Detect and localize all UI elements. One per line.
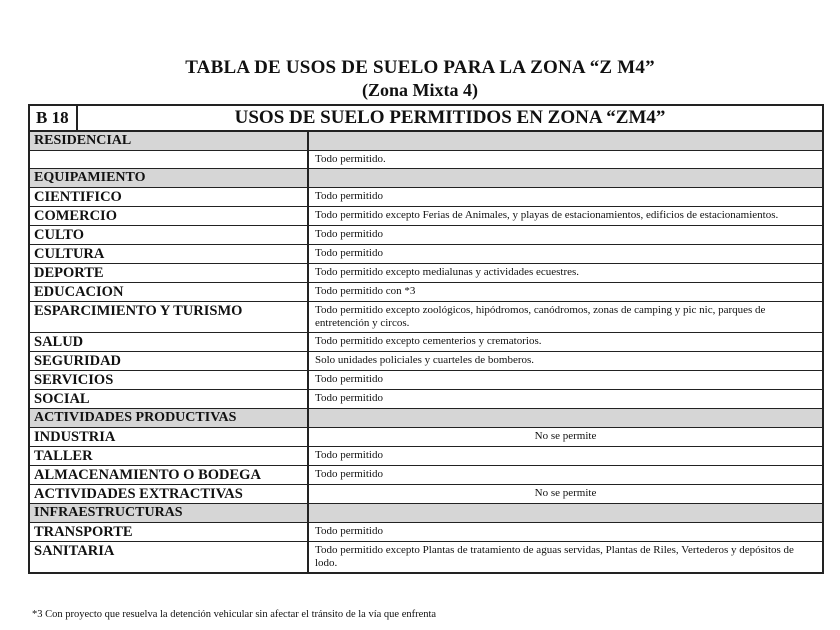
table-row — [30, 466, 822, 485]
table-row — [30, 523, 822, 542]
footnote: *3 Con proyecto que resuelva la detención vehicular sin afectar el tránsito de la vía que enfrenta — [32, 609, 437, 620]
table-code: B 18 — [30, 106, 78, 130]
use-permission: Todo permitido excepto Ferias de Animales, y playas de estacionamientos, edificios de estacionamientos. — [315, 209, 779, 221]
use-label: CULTURA — [30, 245, 309, 263]
use-label — [30, 151, 309, 168]
use-label: INDUSTRIA — [30, 428, 309, 446]
category-label: INFRAESTRUCTURAS — [30, 504, 309, 522]
table-header — [30, 106, 822, 132]
use-permission — [309, 504, 822, 522]
table-row — [30, 447, 822, 466]
use-label: COMERCIO — [30, 207, 309, 225]
use-label: DEPORTE — [30, 264, 309, 282]
use-label: ALMACENAMIENTO O BODEGA — [30, 466, 309, 484]
use-permission: Todo permitido — [315, 247, 383, 259]
land-use-table — [28, 104, 824, 574]
table-row — [30, 542, 822, 572]
use-permission — [309, 169, 822, 187]
table-row — [30, 390, 822, 409]
document-title: TABLA DE USOS DE SUELO PARA LA ZONA “Z M4” — [185, 57, 655, 78]
use-permission: Todo permitido — [315, 392, 383, 404]
use-label: SANITARIA — [30, 542, 309, 572]
use-label: TALLER — [30, 447, 309, 465]
category-row — [30, 169, 822, 188]
use-label: ESPARCIMIENTO Y TURISMO — [30, 302, 309, 332]
category-label: RESIDENCIAL — [30, 132, 309, 150]
use-permission: Todo permitido — [315, 190, 383, 202]
category-label: ACTIVIDADES PRODUCTIVAS — [30, 409, 309, 427]
use-permission — [309, 409, 822, 427]
use-label: EDUCACION — [30, 283, 309, 301]
use-permission — [309, 132, 822, 150]
use-permission: No se permite — [534, 430, 597, 442]
use-permission: Todo permitido — [315, 468, 383, 480]
use-permission: Todo permitido excepto medialunas y actividades ecuestres. — [315, 266, 580, 278]
document-subtitle: (Zona Mixta 4) — [362, 80, 478, 100]
category-label: EQUIPAMIENTO — [30, 169, 309, 187]
category-row — [30, 132, 822, 151]
category-row — [30, 409, 822, 428]
use-permission: Todo permitido excepto cementerios y crematorios. — [315, 335, 542, 347]
use-permission: Todo permitido. — [315, 153, 386, 165]
table-row — [30, 283, 822, 302]
table-row — [30, 371, 822, 390]
table-row — [30, 485, 822, 504]
table-header-title: USOS DE SUELO PERMITIDOS EN ZONA “ZM4” — [234, 107, 666, 128]
use-label: SALUD — [30, 333, 309, 351]
category-row — [30, 504, 822, 523]
use-permission: Todo permitido con *3 — [315, 285, 416, 297]
use-label: CULTO — [30, 226, 309, 244]
table-row — [30, 264, 822, 283]
use-label: TRANSPORTE — [30, 523, 309, 541]
table-row — [30, 245, 822, 264]
table-row — [30, 226, 822, 245]
table-row — [30, 188, 822, 207]
table-row — [30, 207, 822, 226]
use-label: CIENTIFICO — [30, 188, 309, 206]
use-label: SERVICIOS — [30, 371, 309, 389]
use-permission: No se permite — [534, 487, 597, 499]
table-row — [30, 428, 822, 447]
table-body — [30, 132, 822, 572]
use-permission: Todo permitido excepto Plantas de tratamiento de aguas servidas, Plantas de Riles, Vertederos y depósitos de lodo. — [315, 544, 794, 569]
use-permission: Todo permitido — [315, 525, 383, 537]
table-row — [30, 302, 822, 333]
use-label: ACTIVIDADES EXTRACTIVAS — [30, 485, 309, 503]
use-permission: Todo permitido — [315, 373, 383, 385]
table-row — [30, 352, 822, 371]
use-label: SOCIAL — [30, 390, 309, 408]
use-permission: Solo unidades policiales y cuarteles de bomberos. — [315, 354, 535, 366]
use-permission: Todo permitido — [315, 228, 383, 240]
use-permission: Todo permitido excepto zoológicos, hipódromos, canódromos, zonas de camping y pic nic, parques de entretención y circos. — [315, 304, 766, 329]
use-permission: Todo permitido — [315, 449, 383, 461]
use-label: SEGURIDAD — [30, 352, 309, 370]
table-row — [30, 151, 822, 169]
table-row — [30, 333, 822, 352]
